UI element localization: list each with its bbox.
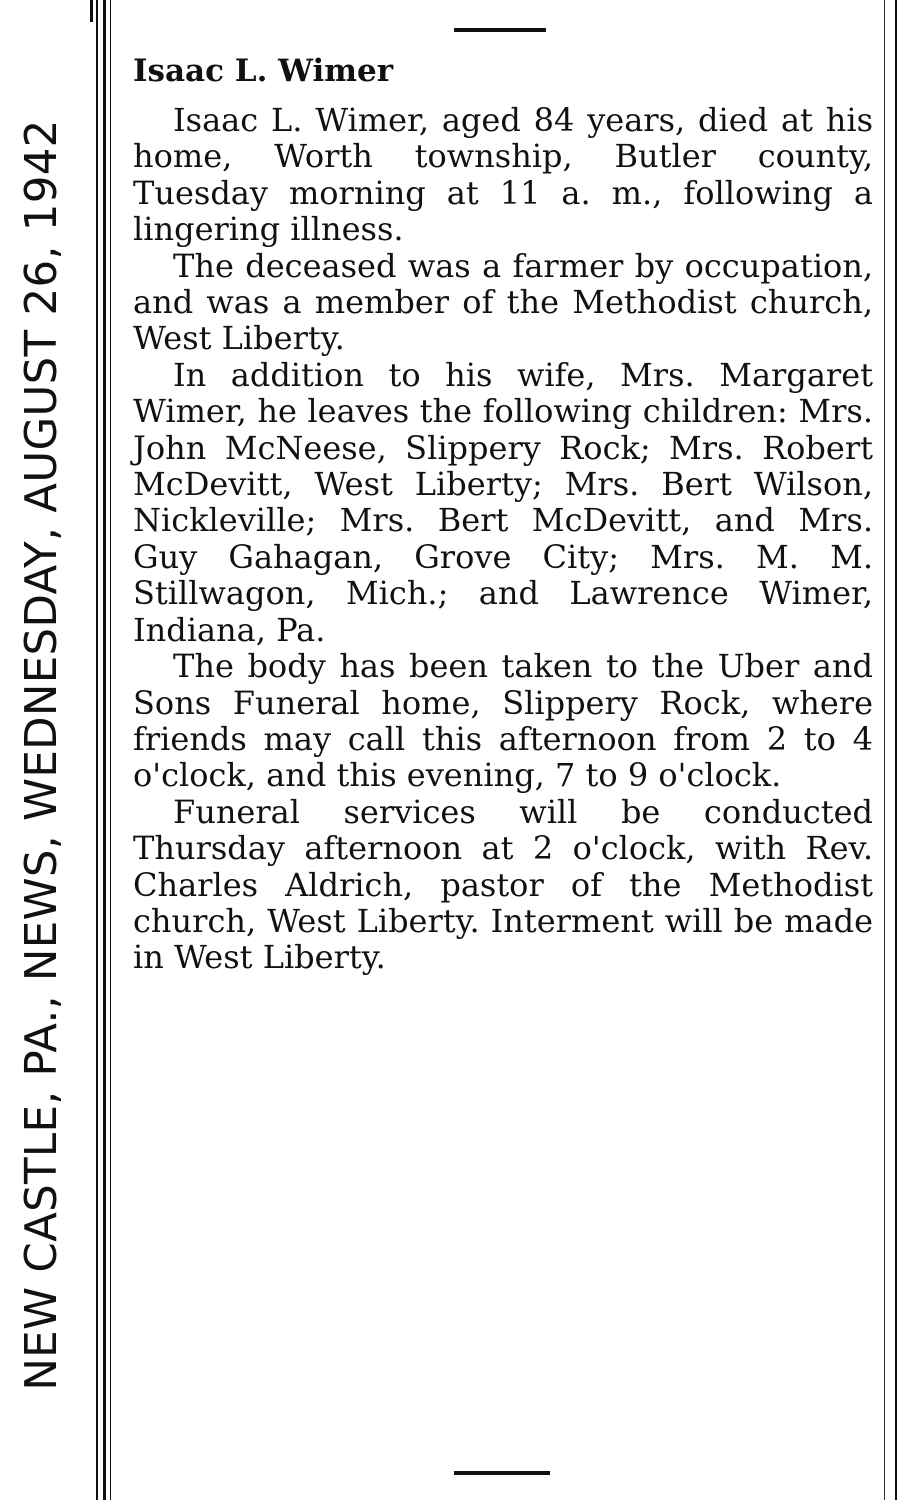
article-paragraph: Isaac L. Wimer, aged 84 years, died at his home, Worth township, Butler county, Tuesday morning at 11 a. m., following a lingering illness. xyxy=(133,101,873,249)
column-rule-right-inner xyxy=(884,0,885,1500)
article-paragraph: The deceased was a farmer by occupation, and was a member of the Methodist church, West Liberty. xyxy=(133,246,873,358)
article-paragraph: In addition to his wife, Mrs. Margaret Wimer, he leaves the following children: Mrs. John McNeese, Slippery Rock; Mrs. Robert McDevitt, West Liberty; Mrs. Bert Wilson, Nickleville; Mrs. Bert McDevitt, and Mrs. Guy Gahagan, Grove City; Mrs. M. M. Stillwagon, Mich.; and Lawrence Wimer, Indiana, Pa. xyxy=(133,355,873,649)
article-paragraph: Funeral services will be conducted Thursday afternoon at 2 o'clock, with Rev. Charles Aldrich, pastor of the Methodist church, West Liberty. Interment will be made in West Liberty. xyxy=(133,792,873,977)
article-headline: Isaac L. Wimer xyxy=(133,53,394,89)
source-date-caption: NEW CASTLE, PA., NEWS, WEDNESDAY, AUGUST 26, 1942 xyxy=(17,119,67,1391)
column-tick-mark xyxy=(90,0,93,22)
article-body xyxy=(133,102,873,976)
column-rule-left-inner xyxy=(110,0,111,1500)
column-rule-left-outer xyxy=(96,0,98,1500)
obituary-article xyxy=(133,40,873,976)
column-rule-right-outer xyxy=(895,0,897,1500)
section-divider-top xyxy=(454,28,546,32)
article-paragraph: The body has been taken to the Uber and Sons Funeral home, Slippery Rock, where friends may call this afternoon from 2 to 4 o'clock, and this evening, 7 to 9 o'clock. xyxy=(133,647,873,795)
section-divider-bottom xyxy=(454,1471,550,1475)
column-rule-left-middle xyxy=(103,0,106,1500)
